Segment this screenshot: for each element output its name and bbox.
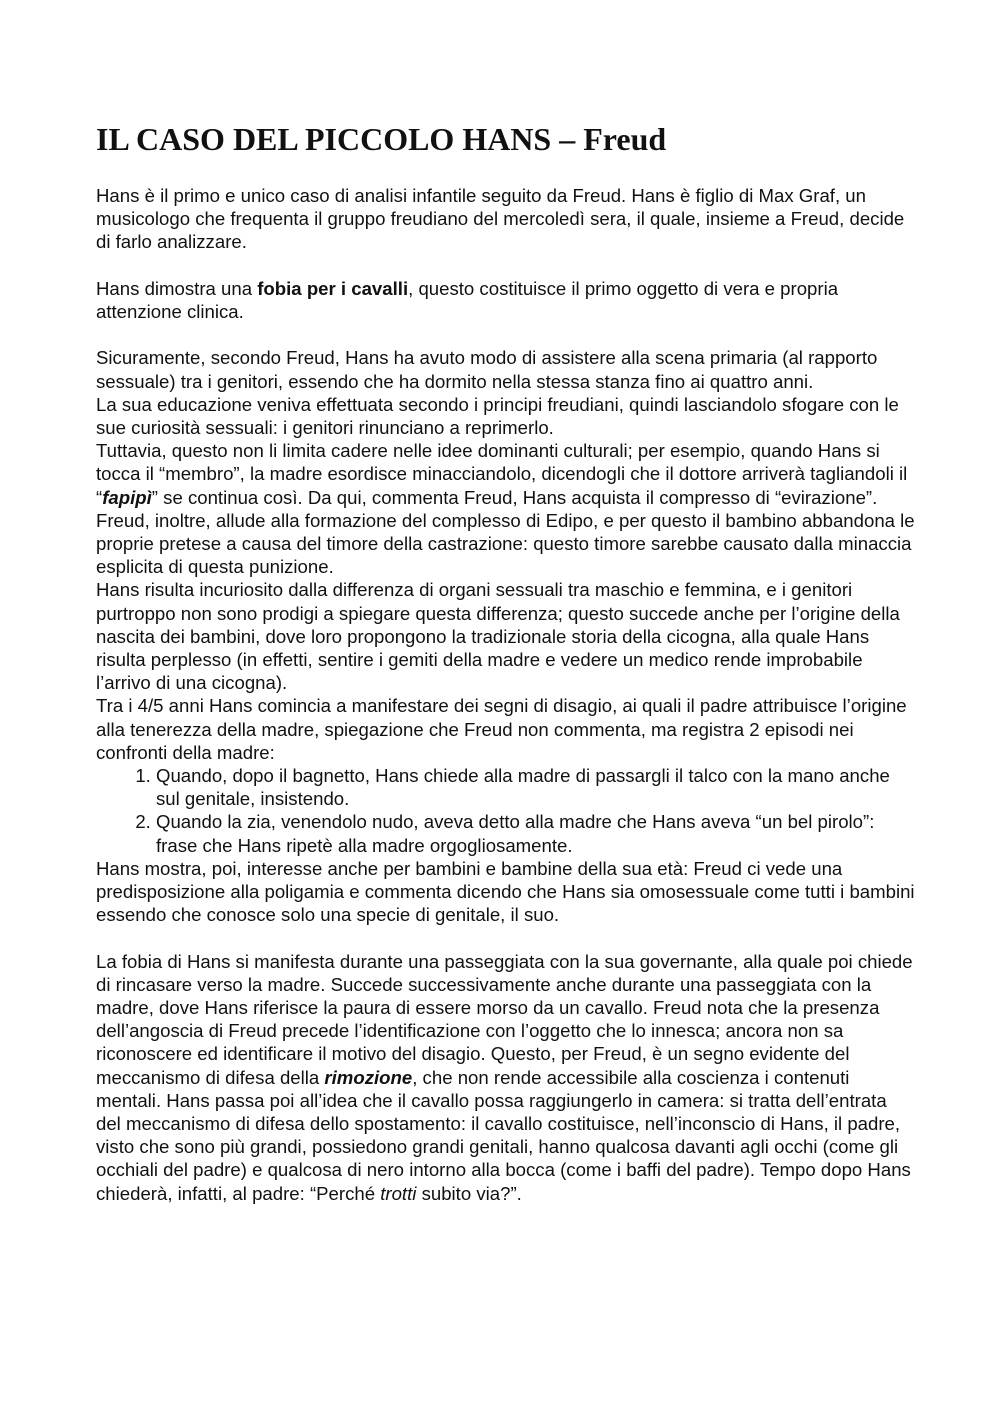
- bold-phrase: fobia per i cavalli: [257, 277, 409, 299]
- paragraph-primal-scene: Sicuramente, secondo Freud, Hans ha avuto modo di assistere alla scena primaria (al rapporto sessuale) tra i genitori, essendo che ha dormito nella stessa stanza fino ai quattro anni.: [96, 347, 878, 392]
- text-span: subito via?”.: [416, 1182, 522, 1204]
- text-span: Hans dimostra una: [96, 277, 258, 299]
- paragraph-phobia: [96, 277, 916, 323]
- paragraph-distress: Tra i 4/5 anni Hans comincia a manifestare dei segni di disagio, ai quali il padre attribuisce l’origine alla tenerezza della madre, spiegazione che Freud non commenta, ma registra 2 episodi nei confronti della madre:: [96, 695, 907, 763]
- list-item: 1. Quando, dopo il bagnetto, Hans chiede alla madre di passargli il talco con la mano anche sul genitale, insistendo.: [156, 764, 916, 810]
- episodes-list: [96, 764, 916, 857]
- bold-italic-term: rimozione: [324, 1066, 413, 1088]
- bold-italic-term: fapipì: [102, 486, 152, 508]
- text-span: , che non rende accessibile alla coscienza i contenuti mentali. Hans passa poi all’idea che il cavallo possa raggiungerlo in camera: si tratta dell’entrata del meccanismo di difesa dello spostamento: il cavallo costituisce, nell’inconscio di Hans, il padre, visto che sono più grandi, possiedono grandi genitali, hanno qualcosa davanti agli occhi (come gli occhiali del padre) e qualcosa di nero intorno alla bocca (come i baffi del padre). Tempo dopo Hans chiederà, infatti, al padre: “Perché: [96, 1066, 911, 1204]
- list-item: 2. Quando la zia, venendolo nudo, aveva detto alla madre che Hans aveva “un bel pirolo”: frase che Hans ripetè alla madre orgogliosamente.: [156, 810, 916, 856]
- text-span: , questo costituisce il primo oggetto di vera e propria attenzione clinica.: [96, 277, 839, 322]
- italic-word: trotti: [380, 1182, 417, 1204]
- paragraph-education: La sua educazione veniva effettuata secondo i principi freudiani, quindi lasciandolo sfogare con le sue curiosità sessuali: i genitori rinunciano a reprimerlo.: [96, 393, 899, 438]
- text-span: La fobia di Hans si manifesta durante una passeggiata con la sua governante, alla quale poi chiede di rincasare verso la madre. Succede successivamente anche durante una passeggiata con la madre, dove Hans riferisce la paura di essere morso da un cavallo. Freud nota che la presenza dell’angoscia di Freud precede l’identificazione con l’oggetto che lo innesca; ancora non sa riconoscere ed identificare il motivo del disagio. Questo, per Freud, è un segno evidente del meccanismo di difesa della: [96, 950, 913, 1088]
- paragraph-castration: [96, 439, 916, 578]
- paragraph-fobia-manifestation: [96, 950, 916, 1205]
- paragraph-intro: Hans è il primo e unico caso di analisi infantile seguito da Freud. Hans è figlio di Max Graf, un musicologo che frequenta il gruppo freudiano del mercoledì sera, il quale, insieme a Freud, decide di farlo analizzare.: [96, 185, 905, 253]
- text-span: Tuttavia, questo non li limita cadere nelle idee dominanti culturali; per esempio, quando Hans si tocca il “membro”, la madre esordisce minacciandolo, dicendogli che il dottore arriverà tagliandoli il “: [96, 440, 908, 508]
- paragraph-interest: Hans mostra, poi, interesse anche per bambini e bambine della sua età: Freud ci vede una predisposizione alla poligamia e commenta dicendo che Hans sia omosessuale come tutti i bambini essendo che conosce solo una specie di genitale, il suo.: [96, 857, 915, 926]
- paragraph-curiosity: Hans risulta incuriosito dalla differenza di organi sessuali tra maschio e femmina, e i genitori purtroppo non sono prodigi a spiegare questa differenza; questo succede anche per l’origine della nascita dei bambini, dove loro propongono la tradizionale storia della cicogna, alla quale Hans risulta perplesso (in effetti, sentire i gemiti della madre e vedere un medico rende improbabile l’arrivo di una cicogna).: [96, 579, 900, 694]
- document-body: [96, 184, 916, 1205]
- page-title: IL CASO DEL PICCOLO HANS – Freud: [96, 121, 667, 157]
- text-span: ” se continua così. Da qui, commenta Freud, Hans acquista il compresso di “evirazione”. Freud, inoltre, allude alla formazione del complesso di Edipo, e per questo il bambino abbandona le proprie pretese a causa del timore della castrazione: questo timore sarebbe causato dalla minaccia esplicita di questa punizione.: [96, 486, 915, 578]
